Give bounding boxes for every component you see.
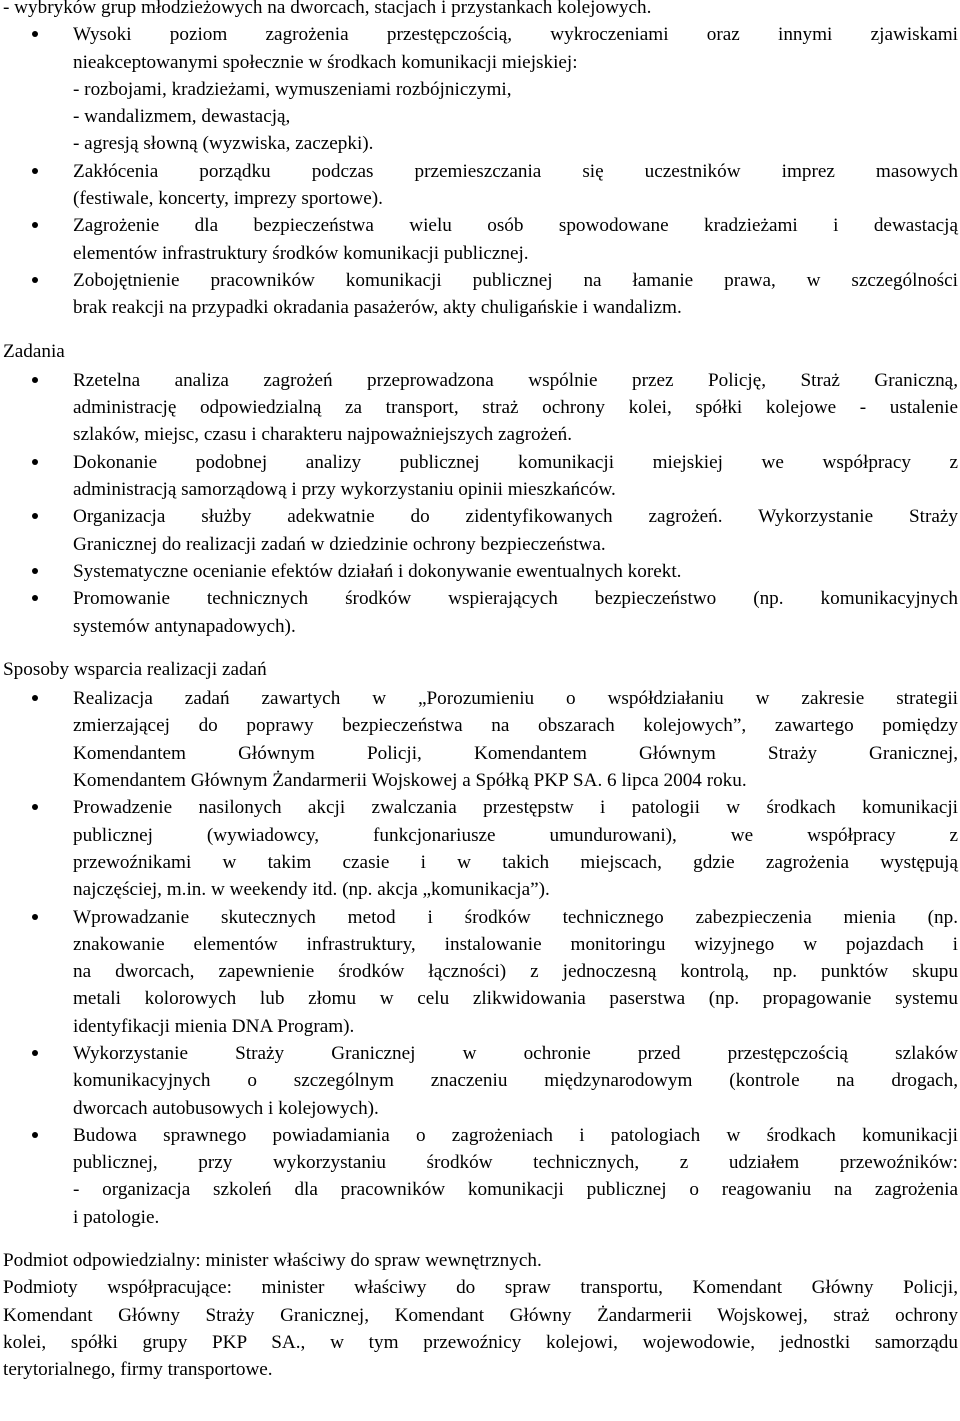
text-line: administracją samorządową i przy wykorzystaniu opinii mieszkańców. bbox=[73, 479, 616, 501]
text-line: Prowadzenie nasilonych akcji zwalczania przestępstw i patologii w środkach komunikacji bbox=[73, 797, 958, 819]
text-line: - agresją słowną (wyzwiska, zaczepki). bbox=[73, 133, 374, 155]
problem-item bbox=[0, 21, 958, 157]
support-item bbox=[0, 685, 958, 794]
text-line: Granicznej do realizacji zadań w dziedzinie ochrony bezpieczeństwa. bbox=[73, 533, 606, 555]
cooperating-entities bbox=[0, 1274, 958, 1383]
text-line: dworcach autobusowych i kolejowych). bbox=[73, 1097, 379, 1119]
task-item bbox=[0, 449, 958, 504]
text-line: Systematyczne ocenianie efektów działań i dokonywanie ewentualnych korekt. bbox=[73, 560, 682, 582]
text-line: przewoźnikami w takim czasie i w takich miejscach, gdzie zagrożenia występują bbox=[73, 851, 958, 873]
text-line: kolei, spółki grupy PKP SA., w tym przewoźnicy kolejowi, wojewodowie, jednostki samorządu bbox=[3, 1331, 958, 1353]
support-item bbox=[0, 1122, 958, 1231]
support-item bbox=[0, 904, 958, 1040]
problem-item bbox=[0, 267, 958, 322]
text-line: Wprowadzanie skutecznych metod i środków technicznego zabezpieczenia mienia (np. bbox=[73, 906, 958, 928]
intro-text bbox=[0, 0, 958, 21]
text-line: Komendantem Głównym Żandarmerii Wojskowej a Spółką PKP SA. 6 lipca 2004 roku. bbox=[73, 770, 747, 792]
text-line: - organizacja szkoleń dla pracowników komunikacji publicznej o reagowaniu na zagrożenia bbox=[73, 1179, 958, 1201]
problems-list bbox=[0, 21, 958, 321]
text-line: Komendant Główny Straży Granicznej, Komendant Główny Żandarmerii Wojskowej, straż ochrony bbox=[3, 1304, 958, 1326]
support-item bbox=[0, 794, 958, 903]
text-line: Organizacja służby adekwatnie do zidentyfikowanych zagrożeń. Wykorzystanie Straży bbox=[73, 506, 958, 528]
text-line: komunikacyjnych o szczególnym znaczeniu międzynarodowym (kontrole na drogach, bbox=[73, 1070, 958, 1092]
text-line: Zakłócenia porządku podczas przemieszczania się uczestników imprez masowych bbox=[73, 160, 958, 182]
responsible-entity bbox=[0, 1247, 958, 1274]
intro-line: - wybryków grup młodzieżowych na dworcach, stacjach i przystankach kolejowych. bbox=[3, 0, 652, 18]
text-line: Komendantem Głównym Policji, Komendantem Głównym Straży Granicznej, bbox=[73, 742, 958, 764]
text-line: systemów antynapadowych). bbox=[73, 615, 296, 637]
text-line: Wysoki poziom zagrożenia przestępczością, wykroczeniami oraz innymi zjawiskami bbox=[73, 24, 958, 46]
text-line: Podmioty współpracujące: minister właściwy do spraw transportu, Komendant Główny Policji, bbox=[3, 1277, 958, 1299]
text-line: nieakceptowanymi społecznie w środkach komunikacji miejskiej: bbox=[73, 51, 578, 73]
text-line: Promowanie technicznych środków wspierających bezpieczeństwo (np. komunikacyjnych bbox=[73, 588, 958, 610]
text-line: zmierzającej do poprawy bezpieczeństwa na obszarach kolejowych”, zawartego pomiędzy bbox=[73, 715, 958, 737]
text-line: elementów infrastruktury środków komunikacji publicznej. bbox=[73, 242, 529, 264]
text-line: Dokonanie podobnej analizy publicznej komunikacji miejskiej we współpracy z bbox=[73, 451, 958, 473]
text-line: brak reakcji na przypadki okradania pasażerów, akty chuligańskie i wandalizm. bbox=[73, 297, 682, 319]
text-line: publicznej (wywiadowcy, funkcjonariusze umundurowani), we współpracy z bbox=[73, 824, 958, 846]
task-item bbox=[0, 503, 958, 558]
text-line: Zagrożenie dla bezpieczeństwa wielu osób spowodowane kradzieżami i dewastacją bbox=[73, 215, 958, 237]
task-item bbox=[0, 585, 958, 640]
support-list bbox=[0, 685, 958, 1231]
text-line: Rzetelna analiza zagrożeń przeprowadzona wspólnie przez Policję, Straż Graniczną, bbox=[73, 369, 958, 391]
text-line: szlaków, miejsc, czasu i charakteru najpoważniejszych zagrożeń. bbox=[73, 424, 572, 446]
text-line: - wandalizmem, dewastacją, bbox=[73, 106, 291, 128]
text-line: identyfikacji mienia DNA Program). bbox=[73, 1015, 355, 1037]
text-line: znakowanie elementów infrastruktury, instalowanie monitoringu wizyjnego w pojazdach i bbox=[73, 933, 958, 955]
text-line: administrację odpowiedzialną za transport, straż ochrony kolei, spółki kolejowe - ustalenie bbox=[73, 397, 958, 419]
text-line: Wykorzystanie Straży Granicznej w ochronie przed przestępczością szlaków bbox=[73, 1042, 958, 1064]
tasks-list bbox=[0, 367, 958, 640]
problem-item bbox=[0, 212, 958, 267]
text-line: najczęściej, m.in. w weekendy itd. (np. akcja „komunikacja”). bbox=[73, 879, 550, 901]
text-line: Zobojętnienie pracowników komunikacji publicznej na łamanie prawa, w szczególności bbox=[73, 269, 958, 291]
text-line: na dworcach, zapewnienie środków łączności) z jednoczesną kontrolą, np. punktów skupu bbox=[73, 961, 958, 983]
section-heading-tasks: Zadania bbox=[3, 340, 65, 362]
text-line: terytorialnego, firmy transportowe. bbox=[3, 1359, 273, 1381]
text-line: metali kolorowych lub złomu w celu zlikwidowania paserstwa (np. propagowanie systemu bbox=[73, 988, 958, 1010]
text-line: Budowa sprawnego powiadamiania o zagrożeniach i patologiach w środkach komunikacji bbox=[73, 1124, 958, 1146]
task-item bbox=[0, 558, 958, 585]
responsible-line: Podmiot odpowiedzialny: minister właściwy do spraw wewnętrznych. bbox=[3, 1250, 542, 1272]
text-line: (festiwale, koncerty, imprezy sportowe). bbox=[73, 188, 383, 210]
text-line: - rozbojami, kradzieżami, wymuszeniami rozbójniczymi, bbox=[73, 78, 512, 100]
text-line: publicznej, przy wykorzystaniu środków technicznych, z udziałem przewoźników: bbox=[73, 1152, 958, 1174]
section-heading-support: Sposoby wsparcia realizacji zadań bbox=[3, 658, 267, 680]
text-line: i patologie. bbox=[73, 1206, 160, 1228]
text-line: Realizacja zadań zawartych w „Porozumieniu o współdziałaniu w zakresie strategii bbox=[73, 688, 958, 710]
problem-item bbox=[0, 158, 958, 213]
task-item bbox=[0, 367, 958, 449]
support-item bbox=[0, 1040, 958, 1122]
